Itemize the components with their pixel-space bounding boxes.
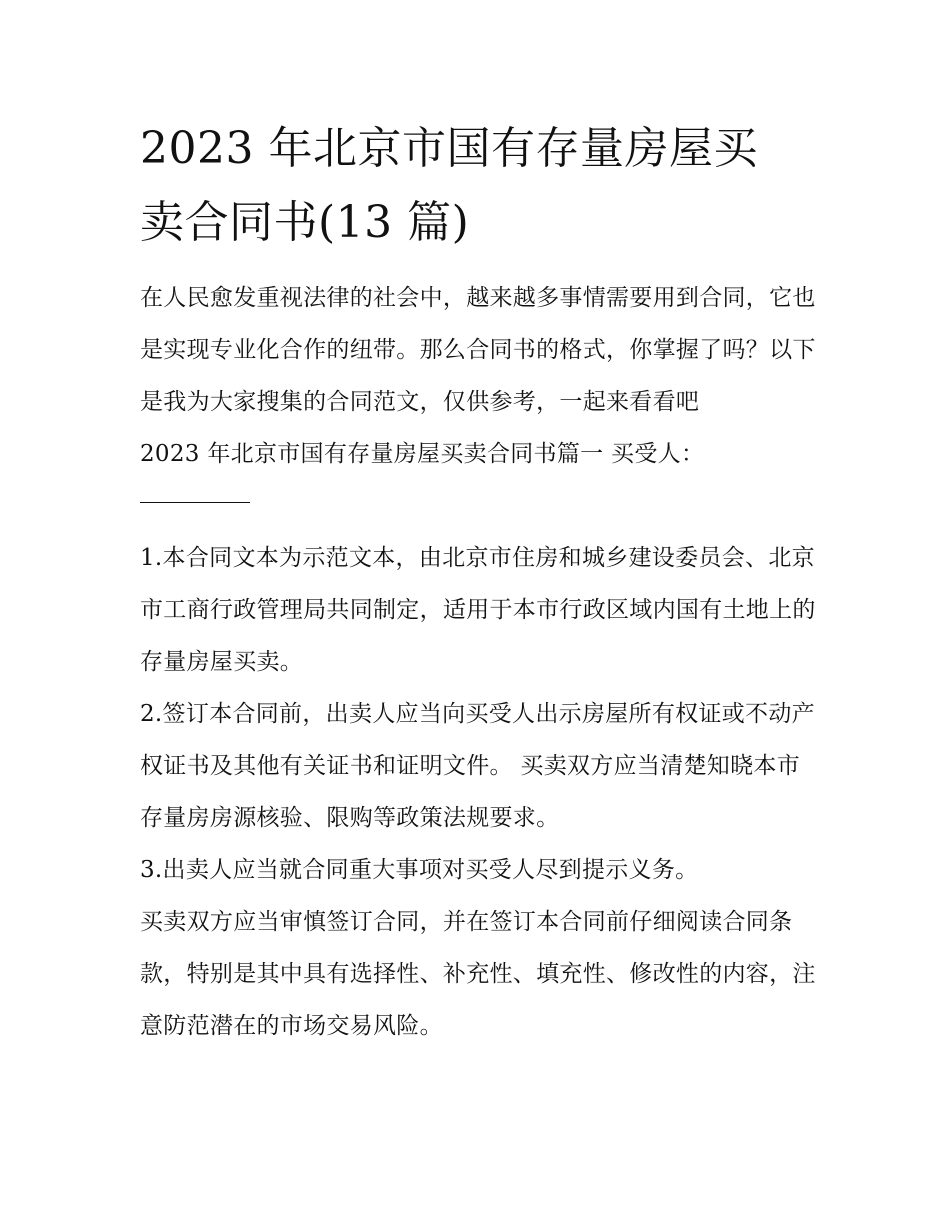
clause-item-2: 2.签订本合同前，出卖人应当向买受人出示房屋所有权证或不动产权证书及其他有关证书和证明文件。 买卖双方应当清楚知晓本市存量房房源核验、限购等政策法规要求。 <box>140 701 815 831</box>
intro-paragraph: 在人民愈发重视法律的社会中，越来越多事情需要用到合同，它也是实现专业化合作的纽带。那么合同书的格式，你掌握了吗？以下是我为大家搜集的合同范文，仅供参考，一起来看看吧 <box>140 285 816 415</box>
fill-in-blank-line <box>140 480 250 532</box>
section-heading: 2023 年北京市国有存量房屋买卖合同书篇一 买受人： <box>140 441 705 467</box>
title-line-2: 卖合同书(13 篇) <box>140 197 470 248</box>
document-title <box>140 112 820 260</box>
clause-item-3: 3.出卖人应当就合同重大事项对买受人尽到提示义务。 <box>140 857 699 883</box>
closing-paragraph: 买卖双方应当审慎签订合同，并在签订本合同前仔细阅读合同条款，特别是其中具有选择性、补充性、填充性、修改性的内容，注意防范潜在的市场交易风险。 <box>140 909 816 1039</box>
title-line-1: 2023 年北京市国有存量房屋买 <box>140 123 758 174</box>
document-page <box>140 112 820 1052</box>
clause-item-1: 1.本合同文本为示范文本，由北京市住房和城乡建设委员会、北京市工商行政管理局共同制定，适用于本市行政区域内国有土地上的存量房屋买卖。 <box>140 545 816 675</box>
